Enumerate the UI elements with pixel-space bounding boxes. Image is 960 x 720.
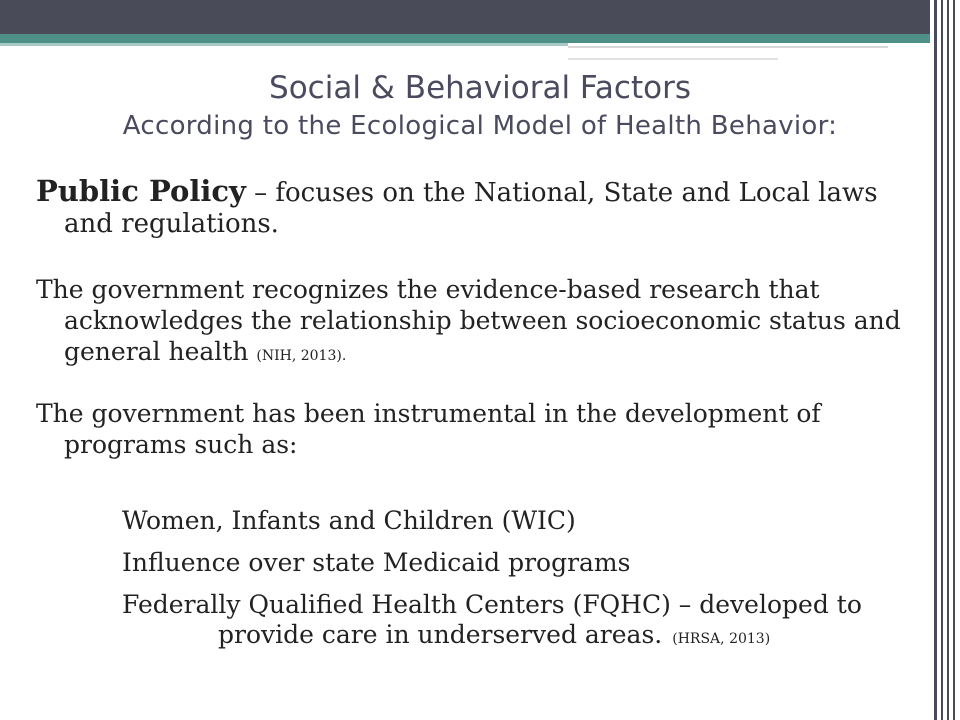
header-thin-line-lower xyxy=(568,58,778,60)
programs-intro-text: The government has been instrumental in the development of programs such as: xyxy=(36,399,821,459)
list-item xyxy=(122,548,916,578)
list-item xyxy=(122,506,916,536)
slide-body xyxy=(36,176,916,666)
program-medicaid: Influence over state Medicaid programs xyxy=(122,548,631,577)
header-teal-light-bar xyxy=(0,43,568,46)
slide-title xyxy=(0,68,960,144)
programs-intro-paragraph xyxy=(36,398,916,460)
program-wic: Women, Infants and Children (WIC) xyxy=(122,506,576,535)
list-item xyxy=(122,590,916,654)
header-thin-line xyxy=(568,46,888,48)
nih-citation: (NIH, 2013). xyxy=(256,348,347,364)
evidence-paragraph xyxy=(36,274,916,372)
header-dark-bar xyxy=(0,0,930,34)
title-subtitle: According to the Ecological Model of Health Behavior: xyxy=(122,111,838,141)
program-fqhc: Federally Qualified Health Centers (FQHC) – developed to provide care in underserved areas. xyxy=(122,590,862,649)
public-policy-paragraph xyxy=(36,176,916,240)
header-teal-bar xyxy=(0,34,930,43)
public-policy-definition: – focuses on the National, State and Local laws and regulations. xyxy=(64,178,878,239)
public-policy-term: Public Policy xyxy=(36,174,246,208)
title-main: Social & Behavioral Factors xyxy=(269,70,691,106)
evidence-text: The government recognizes the evidence-based research that acknowledges the relationship between socioeconomic status and general health xyxy=(36,275,901,366)
programs-list xyxy=(36,506,916,654)
hrsa-citation: (HRSA, 2013) xyxy=(672,631,771,647)
